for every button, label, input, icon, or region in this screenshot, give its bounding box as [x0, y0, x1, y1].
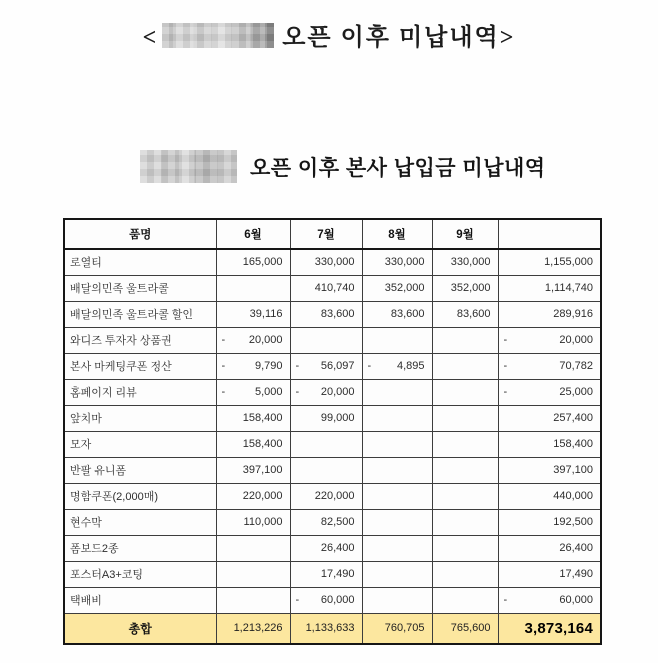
row-total-cell	[498, 275, 601, 301]
row-total-cell	[498, 509, 601, 535]
amount-value: 25,000	[559, 386, 593, 398]
footer-grand-total: 3,873,164	[498, 613, 601, 644]
row-total-cell	[498, 483, 601, 509]
table-row	[64, 587, 601, 613]
col-header-total	[498, 219, 601, 249]
month-value-cell	[432, 587, 498, 613]
row-total-cell	[498, 431, 601, 457]
redacted-brand-name-block-2	[140, 150, 237, 183]
month-value-cell	[290, 249, 362, 275]
negative-sign: -	[295, 360, 300, 372]
negative-sign: -	[221, 360, 226, 372]
table-row	[64, 535, 601, 561]
amount-value: 82,500	[320, 516, 355, 528]
row-total-cell	[498, 249, 601, 275]
month-value-cell	[216, 275, 290, 301]
month-value-cell	[432, 275, 498, 301]
col-header-august: 8월	[362, 219, 432, 249]
month-value-cell	[290, 353, 362, 379]
month-value-cell	[362, 535, 432, 561]
row-total-cell	[498, 405, 601, 431]
negative-sign: -	[221, 334, 226, 346]
row-total-cell	[498, 535, 601, 561]
month-value-cell	[216, 431, 290, 457]
item-name-cell: 배달의민족 울트라콜	[64, 275, 216, 301]
negative-sign: -	[503, 594, 508, 606]
amount-value: 9,790	[254, 360, 283, 372]
page-title-text: 오픈 이후 미납내역	[282, 25, 500, 51]
footer-june-total: 1,213,226	[216, 613, 290, 644]
month-value-cell	[432, 353, 498, 379]
amount-value: 99,000	[320, 412, 355, 424]
amount-value: 4,895	[396, 360, 425, 372]
row-total-cell	[498, 353, 601, 379]
month-value-cell	[362, 483, 432, 509]
month-value-cell	[362, 301, 432, 327]
amount-value: 39,116	[249, 308, 283, 320]
row-total-cell	[498, 587, 601, 613]
month-value-cell	[216, 249, 290, 275]
amount-value: 397,100	[553, 464, 593, 476]
amount-value: 410,740	[314, 282, 355, 294]
col-header-july: 7월	[290, 219, 362, 249]
col-header-june: 6월	[216, 219, 290, 249]
amount-value: 165,000	[242, 256, 283, 269]
negative-sign: -	[503, 334, 508, 346]
month-value-cell	[290, 301, 362, 327]
amount-value: 289,916	[553, 308, 593, 320]
amount-value: 158,400	[242, 438, 283, 450]
col-header-item-name: 품명	[64, 219, 216, 249]
month-value-cell	[362, 353, 432, 379]
item-name-cell: 명함쿠폰(2,000매)	[64, 483, 216, 509]
table-body	[64, 249, 601, 613]
negative-sign: -	[295, 386, 300, 398]
month-value-cell	[362, 457, 432, 483]
amount-value: 397,100	[242, 464, 283, 476]
row-total-cell	[498, 457, 601, 483]
col-header-september: 9월	[432, 219, 498, 249]
table-header-row	[64, 219, 601, 249]
amount-value: 56,097	[320, 360, 355, 372]
negative-sign: -	[503, 360, 508, 372]
unpaid-amounts-table	[63, 218, 602, 645]
section-title-text: 오픈 이후 본사 납입금 미납내역	[250, 156, 546, 180]
row-total-cell	[498, 301, 601, 327]
amount-value: 60,000	[320, 594, 355, 606]
title-close-bracket: >	[499, 25, 516, 51]
amount-value: 330,000	[450, 256, 491, 269]
amount-value: 352,000	[384, 282, 425, 294]
item-name-cell: 반팔 유니폼	[64, 457, 216, 483]
month-value-cell	[362, 275, 432, 301]
page-title	[0, 17, 658, 52]
amount-value: 20,000	[559, 334, 593, 346]
month-value-cell	[290, 327, 362, 353]
month-value-cell	[432, 431, 498, 457]
table-row	[64, 483, 601, 509]
amount-value: 20,000	[248, 334, 283, 346]
month-value-cell	[432, 457, 498, 483]
amount-value: 330,000	[384, 256, 425, 269]
month-value-cell	[216, 353, 290, 379]
month-value-cell	[290, 379, 362, 405]
amount-value: 20,000	[320, 386, 355, 398]
month-value-cell	[432, 379, 498, 405]
amount-value: 83,600	[456, 308, 491, 320]
month-value-cell	[362, 509, 432, 535]
negative-sign: -	[367, 360, 372, 372]
table-row	[64, 509, 601, 535]
amount-value: 1,114,740	[544, 282, 593, 294]
amount-value: 17,490	[320, 568, 355, 580]
item-name-cell: 포스터A3+코팅	[64, 561, 216, 587]
month-value-cell	[216, 405, 290, 431]
month-value-cell	[432, 561, 498, 587]
month-value-cell	[290, 275, 362, 301]
month-value-cell	[216, 327, 290, 353]
row-total-cell	[498, 561, 601, 587]
table-row	[64, 379, 601, 405]
month-value-cell	[362, 561, 432, 587]
amount-value: 158,400	[553, 438, 593, 450]
redacted-brand-name-block	[162, 23, 274, 48]
amount-value: 83,600	[390, 308, 425, 320]
item-name-cell: 앞치마	[64, 405, 216, 431]
month-value-cell	[432, 405, 498, 431]
title-open-bracket: <	[142, 25, 159, 51]
amount-value: 352,000	[450, 282, 491, 294]
amount-value: 26,400	[320, 542, 355, 554]
item-name-cell: 와디즈 투자자 상품권	[64, 327, 216, 353]
month-value-cell	[216, 457, 290, 483]
month-value-cell	[290, 509, 362, 535]
table-row	[64, 431, 601, 457]
negative-sign: -	[503, 386, 508, 398]
month-value-cell	[432, 249, 498, 275]
month-value-cell	[362, 249, 432, 275]
month-value-cell	[432, 535, 498, 561]
month-value-cell	[432, 509, 498, 535]
amount-value: 440,000	[553, 490, 593, 502]
amount-value: 330,000	[314, 256, 355, 269]
row-total-cell	[498, 379, 601, 405]
item-name-cell: 현수막	[64, 509, 216, 535]
table-row	[64, 275, 601, 301]
footer-total-label: 총합	[64, 613, 216, 644]
month-value-cell	[290, 561, 362, 587]
amount-value: 110,000	[243, 516, 283, 528]
month-value-cell	[432, 483, 498, 509]
footer-july-total: 1,133,633	[290, 613, 362, 644]
amount-value: 220,000	[314, 490, 355, 502]
item-name-cell: 모자	[64, 431, 216, 457]
month-value-cell	[290, 587, 362, 613]
month-value-cell	[432, 327, 498, 353]
amount-value: 220,000	[242, 490, 283, 502]
table-row	[64, 249, 601, 275]
negative-sign: -	[221, 386, 226, 398]
month-value-cell	[216, 483, 290, 509]
table-row	[64, 327, 601, 353]
table-row	[64, 457, 601, 483]
item-name-cell: 홈페이지 리뷰	[64, 379, 216, 405]
month-value-cell	[432, 301, 498, 327]
month-value-cell	[290, 535, 362, 561]
month-value-cell	[216, 379, 290, 405]
amount-value: 26,400	[559, 542, 593, 554]
footer-september-total: 765,600	[432, 613, 498, 644]
month-value-cell	[362, 379, 432, 405]
item-name-cell: 로열티	[64, 249, 216, 275]
amount-value: 1,155,000	[544, 256, 593, 269]
month-value-cell	[216, 535, 290, 561]
month-value-cell	[290, 405, 362, 431]
item-name-cell: 본사 마케팅쿠폰 정산	[64, 353, 216, 379]
item-name-cell: 택배비	[64, 587, 216, 613]
amount-value: 158,400	[242, 412, 283, 424]
amount-value: 17,490	[559, 568, 593, 580]
section-title	[140, 150, 546, 183]
item-name-cell: 폼보드2종	[64, 535, 216, 561]
month-value-cell	[216, 587, 290, 613]
month-value-cell	[362, 327, 432, 353]
item-name-cell: 배달의민족 울트라콜 할인	[64, 301, 216, 327]
month-value-cell	[290, 457, 362, 483]
month-value-cell	[290, 431, 362, 457]
month-value-cell	[362, 587, 432, 613]
table-row	[64, 405, 601, 431]
row-total-cell	[498, 327, 601, 353]
month-value-cell	[216, 301, 290, 327]
amount-value: 192,500	[553, 516, 593, 528]
month-value-cell	[290, 483, 362, 509]
amount-value: 83,600	[320, 308, 355, 320]
table-row	[64, 301, 601, 327]
month-value-cell	[216, 561, 290, 587]
table-row	[64, 353, 601, 379]
table-row	[64, 561, 601, 587]
month-value-cell	[362, 405, 432, 431]
amount-value: 70,782	[559, 360, 593, 372]
amount-value: 60,000	[559, 594, 593, 606]
month-value-cell	[362, 431, 432, 457]
amount-value: 257,400	[553, 412, 593, 424]
footer-august-total: 760,705	[362, 613, 432, 644]
negative-sign: -	[295, 594, 300, 606]
amount-value: 5,000	[254, 386, 283, 398]
month-value-cell	[216, 509, 290, 535]
table-footer-row	[64, 613, 601, 644]
